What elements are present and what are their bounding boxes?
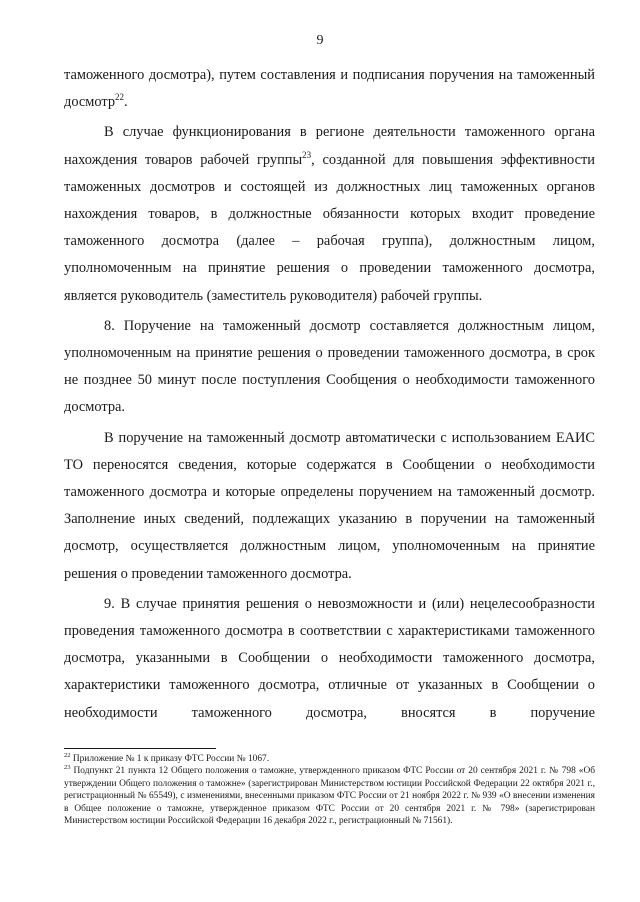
paragraph-text-end: , созданной для повышения эффективности таможенных досмотров и состоящей из должностных лиц таможенных органов нахождения товаров, в должностные обязанности которых входит проведение таможенного досмотра (далее – рабочая группа), должностным лицом, уполномоченным на принятие решения о проведении таможенного досмотра, является руководитель (заместитель руководителя) рабочей группы. <box>64 151 595 304</box>
footnote-text: Подпункт 21 пункта 12 Общего положения о таможне, утвержденного приказом ФТС России от 20 сентября 2021 г. № 798 «Об утверждении Общего положения о таможне» (зарегистрирован Министерством юстиции Российской Федерации 22 октября 2021 г., регистрационный № 65549), с изменениями, внесенными приказом ФТС России от 21 ноября 2022 г. № 939 «О внесении изменения в Общее положение о таможне, утвержденное приказом ФТС России от 20 сентября 2021 г. № 798» (зарегистрирован Министерством юстиции Российской Федерации 16 декабря 2022 г., регистрационный № 71561). <box>64 766 595 827</box>
footnote-23 <box>64 765 595 827</box>
paragraph-continuation <box>64 62 595 116</box>
paragraph-text-end: . <box>124 94 128 111</box>
paragraph-text: В случае функционирования в регионе деятельности таможенного органа нахождения товаров рабочей группы <box>64 124 595 168</box>
body-text <box>64 62 595 730</box>
paragraph-auto-fill: В поручение на таможенный досмотр автоматически с использованием ЕАИС ТО переносятся сведения, которые содержатся в Сообщении о необходимости таможенного досмотра и которые определены поручением на таможенный досмотр. Заполнение иных сведений, подлежащих указанию в поручении на таможенный досмотр, осуществляется должностным лицом, уполномоченным на принятие решения о проведении таможенного досмотра. <box>64 429 595 582</box>
footnote-number: 23 <box>64 764 71 772</box>
footnote-separator <box>64 748 216 749</box>
footnote-number: 22 <box>64 751 71 759</box>
footnote-text: Приложение № 1 к приказу ФТС России № 1067. <box>70 754 270 764</box>
paragraph-item-8: 8. Поручение на таможенный досмотр составляется должностным лицом, уполномоченным на принятие решения о проведении таможенного досмотра, в срок не позднее 50 минут после поступления Сообщения о необходимости таможенного досмотра. <box>64 317 595 416</box>
footnote-22 <box>64 753 595 765</box>
footnote-ref-22: 22 <box>115 92 125 103</box>
paragraph-working-group <box>64 119 595 309</box>
page-number: 9 <box>316 33 324 48</box>
footnote-ref-23: 23 <box>302 149 312 160</box>
paragraph-text: таможенного досмотра), путем составления и подписания поручения на таможенный досмотр <box>64 67 595 111</box>
paragraph-item-9: 9. В случае принятия решения о невозможности и (или) нецелесообразности проведения таможенного досмотра в соответствии с характеристиками таможенного досмотра, указанными в Сообщении о необходимости таможенного досмотра, характеристики таможенного досмотра, отличные от указанных в Сообщении о необходимости таможенного досмотра, вносятся в поручение <box>64 595 595 721</box>
footnotes <box>64 753 595 827</box>
